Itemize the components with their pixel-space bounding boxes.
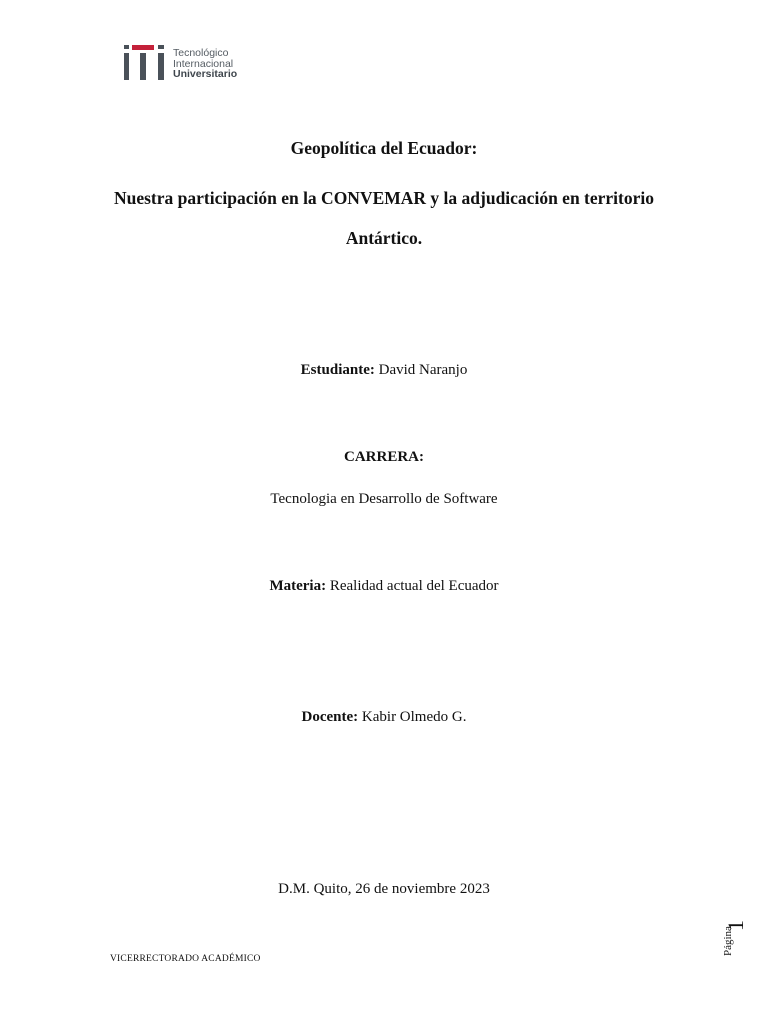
subject-line	[0, 578, 768, 595]
student-line	[0, 362, 768, 379]
career-value: Tecnologia en Desarrollo de Software	[270, 491, 498, 507]
place-date: D.M. Quito, 26 de noviembre 2023	[278, 881, 490, 897]
subject-label: Materia:	[269, 578, 327, 594]
logo-line-3: Universitario	[173, 68, 238, 80]
page-label: Página	[722, 926, 734, 956]
institution-logo	[123, 45, 253, 81]
teacher-name: Kabir Olmedo G.	[361, 709, 467, 725]
subject-value: Realidad actual del Ecuador	[329, 578, 499, 594]
logo-line-1: Tecnológico	[173, 47, 229, 59]
footer-department: VICERRECTORADO ACADÉMICO	[110, 954, 261, 964]
career-label: CARRERA:	[344, 449, 424, 465]
iti-logo-mark	[123, 45, 167, 81]
student-label: Estudiante:	[300, 362, 375, 378]
page-number: 1	[723, 920, 748, 931]
logo-line-2: Internacional	[173, 57, 234, 70]
title-line-3: Antártico.	[345, 228, 423, 248]
student-name: David Naranjo	[378, 362, 468, 378]
teacher-label: Docente:	[301, 709, 359, 725]
title-line-2: Nuestra participación en la CONVEMAR y la adjudicación en territorio	[113, 188, 654, 208]
logo-wordmark	[173, 48, 237, 80]
title-line-1: Geopolítica del Ecuador:	[290, 138, 478, 158]
teacher-line	[0, 709, 768, 726]
